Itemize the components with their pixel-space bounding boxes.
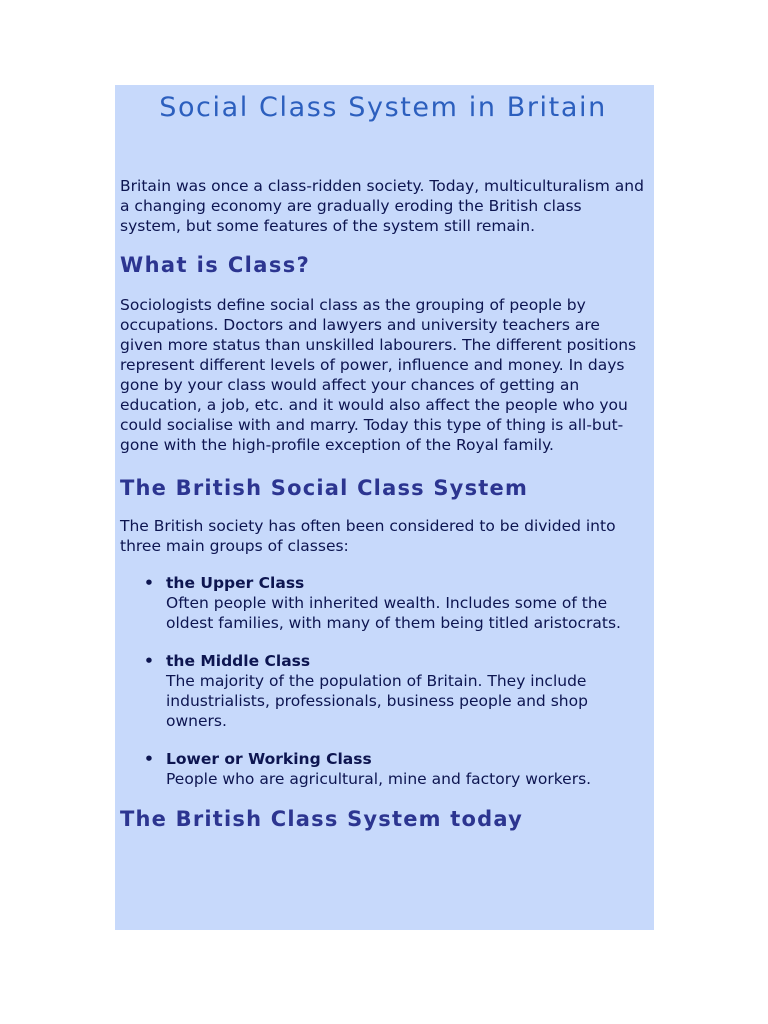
section-heading-what-is-class: What is Class? [120, 253, 311, 277]
section-heading-class-system-today: The British Class System today [120, 807, 523, 831]
list-item-middle-class [120, 651, 646, 731]
bullet-icon: • [144, 574, 154, 592]
class-name: the Middle Class [166, 652, 311, 670]
class-list [120, 573, 646, 789]
class-groups-intro-paragraph: The British society has often been considered to be divided into three main groups of classes: [120, 517, 616, 555]
class-description: The majority of the population of Britain. They include industrialists, professionals, business people and shop owners. [166, 672, 588, 730]
class-description: People who are agricultural, mine and factory workers. [166, 770, 592, 788]
list-item-working-class [120, 749, 646, 789]
class-name: Lower or Working Class [166, 750, 372, 768]
bullet-icon: • [144, 750, 154, 768]
class-name: the Upper Class [166, 574, 305, 592]
page-title: Social Class System in Britain [159, 92, 607, 123]
intro-paragraph: Britain was once a class-ridden society. Today, multiculturalism and a changing economy are gradually eroding the British class system, but some features of the system still remain. [120, 177, 644, 235]
section-heading-social-class-system: The British Social Class System [120, 476, 529, 500]
what-is-class-paragraph: Sociologists define social class as the grouping of people by occupations. Doctors and lawyers and university teachers are given more status than unskilled labourers. The different positions represent different levels of power, influence and money. In days gone by your class would affect your chances of getting an education, a job, etc. and it would also affect the people who you could socialise with and marry. Today this type of thing is all-but-gone with the high-profile exception of the Royal family. [120, 296, 637, 454]
list-item-upper-class [120, 573, 646, 633]
class-description: Often people with inherited wealth. Includes some of the oldest families, with many of them being titled aristocrats. [166, 594, 621, 632]
bullet-icon: • [144, 652, 154, 670]
document-panel [115, 85, 654, 930]
